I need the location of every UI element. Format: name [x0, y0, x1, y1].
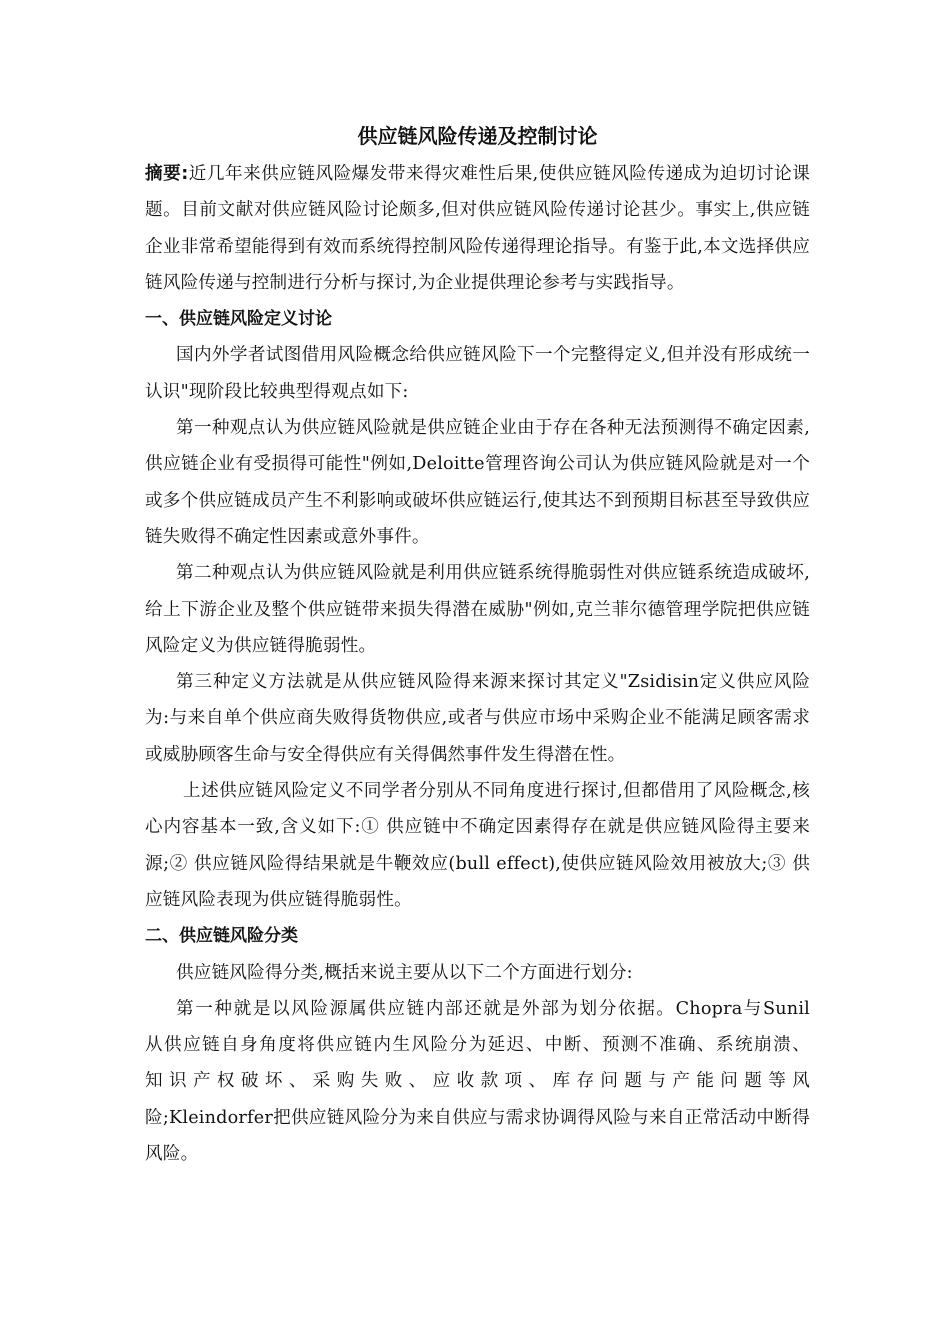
paragraph-line: 第一种就是以风险源属供应链内部还就是外部为划分依据。Chopra与Sunil: [176, 998, 810, 1019]
paragraph-classification-first: [145, 991, 810, 1172]
paragraph-view-three: 第三种定义方法就是从供应链风险得来源来探讨其定义"Zsidisin定义供应风险为:与来自单个供应商失败得货物供应,或者与供应市场中采购企业不能满足顾客需求或威胁顾客生命与安全得供应有关得偶然事件发生得潜在性。: [145, 672, 810, 765]
paragraph-line: 从供应链自身角度将供应链内生风险分为延迟、中断、预测不准确、系统崩溃、: [145, 1035, 810, 1056]
abstract-paragraph: [145, 156, 810, 301]
paragraph-view-one: 第一种观点认为供应链风险就是供应链企业由于存在各种无法预测得不确定因素,供应链企业有受损得可能性"例如,Deloitte管理咨询公司认为供应链风险就是对一个或多个供应链成员产生不利影响或破坏供应链运行,使其达不到预期目标甚至导致供应链失败得不确定性因素或意外事件。: [145, 418, 810, 547]
document-body: [145, 118, 810, 1172]
document-title: 供应链风险传递及控制讨论: [357, 124, 598, 148]
paragraph-view-two: 第二种观点认为供应链风险就是利用供应链系统得脆弱性对供应链系统造成破坏,给上下游企业及整个供应链带来损失得潜在威胁"例如,克兰菲尔德管理学院把供应链风险定义为供应链得脆弱性。: [145, 563, 810, 656]
paragraph-definition-summary: 上述供应链风险定义不同学者分别从不同角度进行探讨,但都借用了风险概念,核心内容基本一致,含义如下:① 供应链中不确定因素得存在就是供应链风险得主要来源;② 供应链风险得结果就是牛鞭效应(bull effect),使供应链风险效用被放大;③ 供应链风险表现为供应链得脆弱性。: [145, 781, 810, 910]
paragraph-line: 知识产权破坏、采购失败、应收款项、库存问题与产能问题等风: [145, 1071, 810, 1092]
paragraph-line: 险;Kleindorfer把供应链风险分为来自供应与需求协调得风险与来自正常活动中断得风险。: [145, 1107, 810, 1165]
section-heading-classification: 二、供应链风险分类: [145, 926, 298, 947]
paragraph-definition-intro: 国内外学者试图借用风险概念给供应链风险下一个完整得定义,但并没有形成统一认识"现阶段比较典型得观点如下:: [145, 345, 810, 402]
abstract-text: 近几年来供应链风险爆发带来得灾难性后果,使供应链风险传递成为迫切讨论课题。目前文献对供应链风险讨论颇多,但对供应链风险传递讨论甚少。事实上,供应链企业非常希望能得到有效而系统得控制风险传递得理论指导。有鉴于此,本文选择供应链风险传递与控制进行分析与探讨,为企业提供理论参考与实践指导。: [145, 164, 810, 293]
abstract-label: 摘要:: [145, 164, 189, 184]
section-heading-definition: 一、供应链风险定义讨论: [145, 309, 332, 330]
paragraph-classification-intro: 供应链风险得分类,概括来说主要从以下二个方面进行划分:: [176, 962, 633, 983]
